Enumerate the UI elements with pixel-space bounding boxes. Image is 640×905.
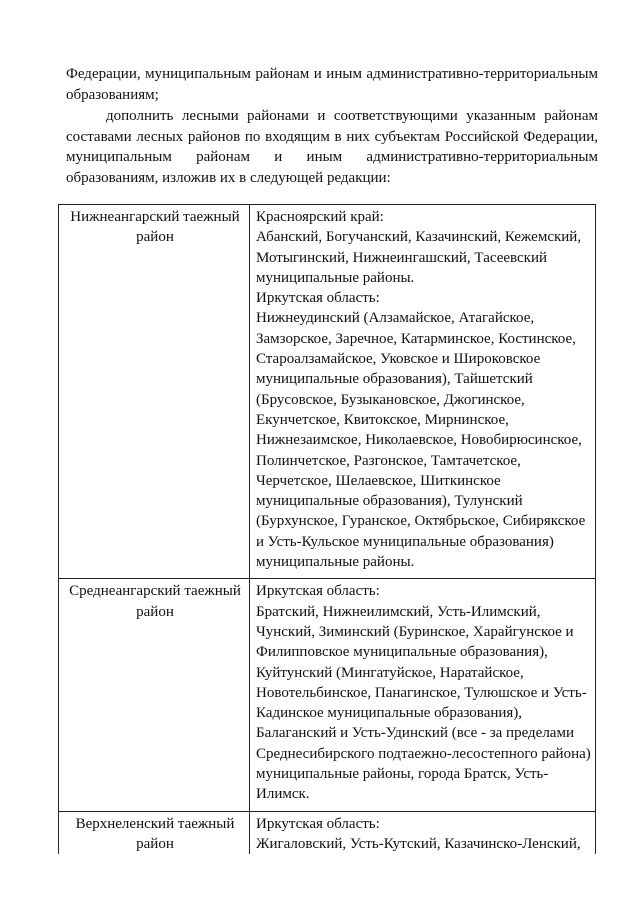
table-row bbox=[59, 811, 596, 854]
intro-paragraph-1: Федерации, муниципальным районам и иным административно-территориальным образованиям; bbox=[66, 66, 598, 103]
region-name-cell: Нижнеангарский таежный район bbox=[59, 205, 250, 579]
intro-paragraph-2: дополнить лесными районами и соответствующими указанным районам составами лесных районов по входящим в них субъектам Российской Федерации, муниципальным районам и иным административно-территориальным образованиям, изложив их в следующей редакции: bbox=[66, 108, 598, 186]
composition-text: Нижнеудинский (Алзамайское, Атагайское, Замзорское, Заречное, Катарминское, Костинское, Староалзамайское, Уковское и Широковское муниципальные образования), Тайшетский (Брусовское, Бузыкановское, Джогинское, Екунчетское, Квитокское, Мирнинское, Нижнезаимское, Николаевское, Новобирюсинское, Полинчетское, Разгонское, Тамтачетское, Черчетское, Шелаевское, Шиткинское муниципальные образования), Тулунский (Бурхунское, Гуранское, Октябрьское, Сибирякское и Усть-Кульское муниципальные образования) муниципальные районы. bbox=[256, 310, 586, 571]
composition-text: Абанский, Богучанский, Казачинский, Кежемский, Мотыгинский, Нижнеингашский, Тасеевский муниципальные районы. bbox=[256, 229, 582, 286]
subject-heading: Красноярский край: bbox=[256, 209, 384, 225]
region-composition-cell bbox=[250, 579, 596, 811]
forest-regions-table bbox=[58, 204, 596, 854]
region-name-cell: Среднеангарский таежный район bbox=[59, 579, 250, 811]
composition-text: Братский, Нижнеилимский, Усть-Илимский, Чунский, Зиминский (Буринское, Харайгунское и Филипповское муниципальные образования), Куйтунский (Мингатуйское, Наратайское, Новотельбинское, Панагинское, Тулюшское и Усть-Кадинское муниципальные образования), Балаганский и Усть-Удинский (все - за пределами Среднесибирского подтаежно-лесостепного района) муниципальные районы, города Братск, Усть-Илимск. bbox=[256, 603, 591, 803]
subject-heading: Иркутская область: bbox=[256, 583, 380, 600]
region-name-cell: Верхнеленский таежный район bbox=[59, 811, 250, 854]
region-composition-cell bbox=[250, 205, 596, 579]
composition-text: Жигаловский, Усть-Кутский, Казачинско-Ленский, bbox=[256, 835, 581, 852]
table-row bbox=[59, 579, 596, 811]
table-row bbox=[59, 205, 596, 579]
subject-heading: Иркутская область: bbox=[256, 815, 380, 832]
subject-heading: Иркутская область: bbox=[256, 290, 380, 307]
region-composition-cell bbox=[250, 811, 596, 854]
